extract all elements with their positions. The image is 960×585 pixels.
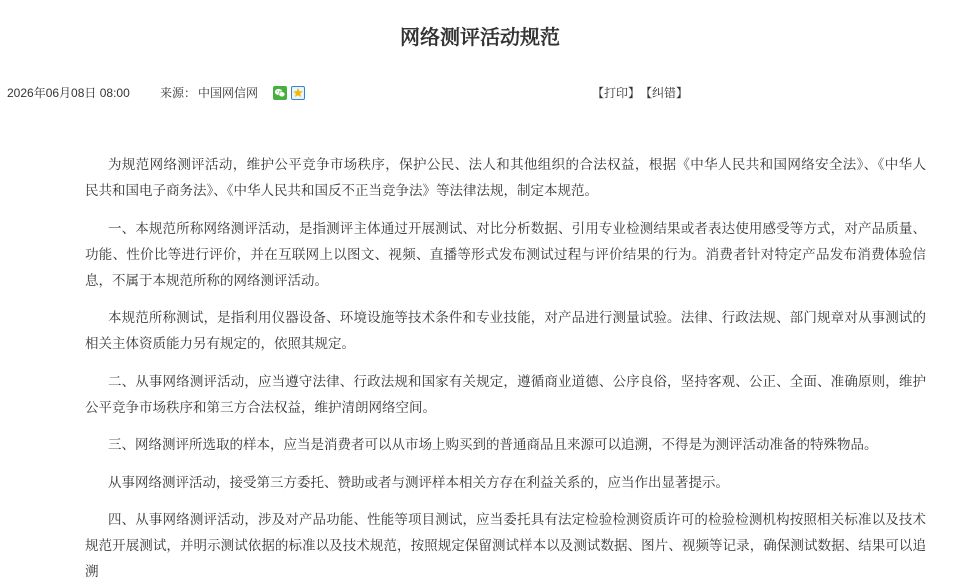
paragraph-line: 息，不属于本规范所称的网络测评活动。	[85, 272, 328, 288]
qzone-share-icon[interactable]	[291, 86, 305, 100]
source-label: 来源：	[160, 86, 197, 100]
article-paragraph	[85, 470, 926, 496]
print-link[interactable]: 【打印】	[592, 86, 641, 100]
page-title: 网络测评活动规范	[400, 27, 560, 49]
article-paragraph	[85, 152, 926, 204]
paragraph-line: 功能、性价比等进行评价，并在互联网上以图文、视频、直播等形式发布测试过程与评价结果的行为。消费者针对特定产品发布消费体验信	[85, 246, 926, 262]
paragraph-line: 三、网络测评所选取的样本，应当是消费者可以从市场上购买到的普通商品且来源可以追溯，不得是为测评活动准备的特殊物品。	[108, 437, 878, 452]
article-paragraph	[85, 305, 926, 357]
article-tools	[592, 85, 688, 101]
report-error-link[interactable]: 【纠错】	[640, 86, 689, 100]
publish-date: 2026年06月08日 08:00	[7, 86, 130, 100]
article-paragraph	[85, 432, 926, 458]
paragraph-line: 规范开展测试，并明示测试依据的标准以及技术规范，按照规定保留测试样本以及测试数据、图片、视频等记录，确保测试数据、结果可以追	[85, 538, 926, 553]
paragraph-line: 民共和国电子商务法》、《中华人民共和国反不正当竞争法》等法律法规，制定本规范。	[85, 183, 598, 198]
source-name: 中国网信网	[198, 86, 259, 100]
paragraph-line: 公平竞争市场秩序和第三方合法权益，维护清朗网络空间。	[85, 399, 436, 415]
paragraph-line: 二、从事网络测评活动，应当遵守法律、行政法规和国家有关规定，遵循商业道德、公序良俗，坚持客观、公正、全面、准确原则，维护	[108, 373, 926, 389]
paragraph-line: 从事网络测评活动，接受第三方委托、赞助或者与测评样本相关方存在利益关系的，应当作出显著提示。	[108, 474, 729, 490]
article-meta	[0, 85, 960, 101]
article-body	[85, 152, 926, 579]
paragraph-line: 相关主体资质能力另有规定的，依照其规定。	[85, 336, 355, 351]
paragraph-line: 一、本规范所称网络测评活动，是指测评主体通过开展测试、对比分析数据、引用专业检测结果或者表达使用感受等方式，对产品质量、	[108, 220, 926, 236]
wechat-share-icon[interactable]	[273, 86, 287, 100]
article-paragraph	[85, 369, 926, 421]
article-paragraph	[85, 216, 926, 294]
paragraph-line: 四、从事网络测评活动，涉及对产品功能、性能等项目测试，应当委托具有法定检验检测资质许可的检验检测机构按照相关标准以及技术	[108, 512, 926, 527]
paragraph-line: 溯	[85, 564, 99, 579]
paragraph-line: 本规范所称测试，是指利用仪器设备、环境设施等技术条件和专业技能，对产品进行测量试验。法律、行政法规、部门规章对从事测试的	[108, 310, 926, 325]
article-paragraph	[85, 507, 926, 579]
paragraph-line: 为规范网络测评活动，维护公平竞争市场秩序，保护公民、法人和其他组织的合法权益，根据《中华人民共和国网络安全法》、《中华人	[108, 157, 926, 172]
